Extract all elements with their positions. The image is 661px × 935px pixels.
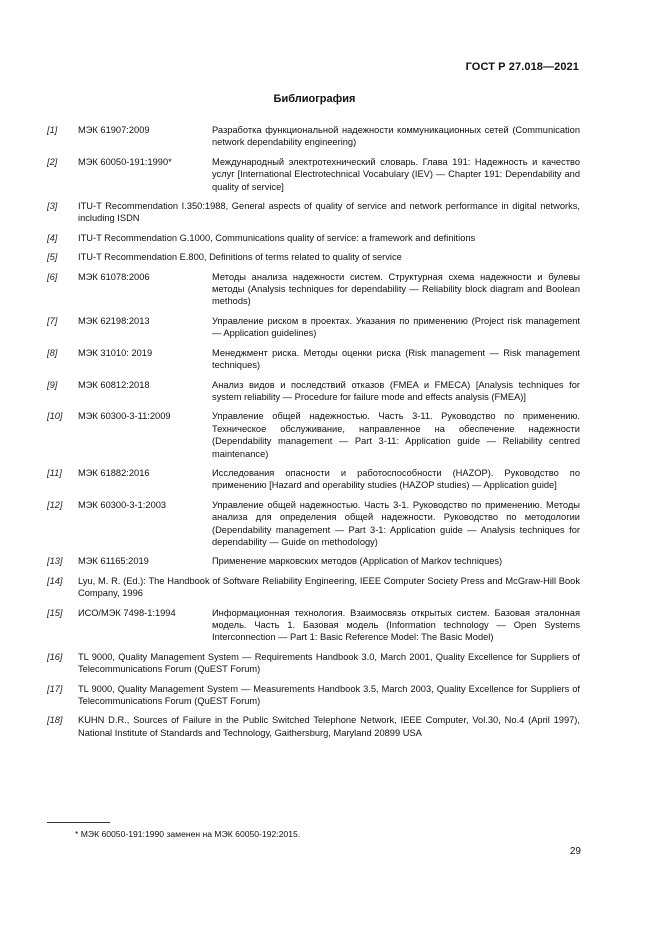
entry-number: [15] [47, 607, 63, 618]
entry-description: Исследования опасности и работоспособности (HAZOP). Руководство по применению [Hazard and operability studies (HAZOP studies) — Application guide] [212, 467, 580, 491]
bibliography-entry [47, 467, 580, 492]
bibliography-entry [47, 347, 580, 372]
entry-number: [12] [47, 499, 63, 510]
entry-standard-code: МЭК 31010: 2019 [78, 347, 153, 358]
document-code: ГОСТ Р 27.018—2021 [465, 61, 579, 73]
page-number: 29 [569, 846, 581, 857]
entry-description: Разработка функциональной надежности коммуникационных сетей (Communication network dependability engineering) [212, 125, 580, 148]
bibliography-entry [47, 315, 580, 340]
entry-description: Lyu, M. R. (Ed.): The Handbook of Software Reliability Engineering, IEEE Computer Society Press and McGraw-Hill Book Company, 1996 [78, 575, 580, 599]
entry-number: [4] [47, 232, 58, 243]
entry-number: [16] [47, 651, 63, 662]
entry-standard-code: МЭК 61165:2019 [78, 556, 149, 567]
entry-number: [9] [47, 379, 58, 390]
bibliography-entry [47, 200, 580, 225]
entry-description: Применение марковских методов (Application of Markov techniques) [212, 556, 503, 567]
entry-description: Информационная технология. Взаимосвязь открытых систем. Базовая эталонная модель. Часть 1. Базовая модель (Information technology — Open Systems Interconnection — Part 1: Basic Reference Model: The Basic Model) [212, 607, 580, 643]
bibliography-entry [47, 683, 580, 708]
bibliography-entry [47, 651, 580, 676]
entry-description: Управление общей надежностью. Часть 3-11. Руководство по применению. Техническое обслуживание, направленное на обеспечение надежности (Dependability management — Part 3-11: Application guide — Reliability centred maintenance) [212, 411, 580, 459]
entry-standard-code: МЭК 62198:2013 [78, 315, 150, 326]
entry-number: [8] [47, 347, 58, 358]
entry-description: Методы анализа надежности систем. Структурная схема надежности и булевы методы (Analysis techniques for dependability — Reliability block diagram and Boolean methods) [212, 271, 580, 307]
bibliography-entry [47, 499, 580, 549]
entry-standard-code: МЭК 60050-191:1990* [78, 156, 172, 167]
entry-description: Управление общей надежностью. Часть 3-1. Руководство по применению. Методы анализа для определения общей надежности. Руководство по методологии (Dependability management — Part 3-1: Application guide — Analysis techniques for dependability — Guide on methodology) [212, 499, 580, 547]
entry-standard-code: МЭК 60300-3-1:2003 [78, 499, 167, 510]
entry-number: [2] [47, 156, 58, 167]
entry-description: KUHN D.R., Sources of Failure in the Public Switched Telephone Network, IEEE Computer, Vol.30, No.4 (April 1997), National Institute of Standards and Technology, Gaithersburg, Maryland 20899 USA [78, 715, 580, 738]
bibliography-entry [47, 156, 580, 193]
entry-standard-code: МЭК 61882:2016 [78, 467, 150, 478]
entry-number: [1] [47, 125, 58, 135]
entry-description: Анализ видов и последствий отказов (FMEA и FMECA) [Analysis techniques for system reliability — Procedure for failure mode and effects analysis (FMEA)] [212, 379, 580, 402]
entry-number: [5] [47, 252, 58, 263]
entry-number: [3] [47, 201, 58, 212]
bibliography-entry [47, 410, 580, 460]
entry-description: ITU-T Recommendation I.350:1988, General aspects of quality of service and network performance in digital networks, including ISDN [78, 201, 580, 224]
entry-number: [10] [47, 411, 63, 422]
bibliography-entry [47, 379, 580, 404]
entry-description: TL 9000, Quality Management System — Measurements Handbook 3.5, March 2003, Quality Excellence for Suppliers of Telecommunications Forum (QuEST Forum) [78, 683, 580, 707]
bibliography-entry [47, 124, 580, 149]
bibliography-entry [47, 251, 580, 263]
bibliography-entry [47, 607, 580, 644]
entry-number: [6] [47, 271, 58, 282]
bibliography-list [47, 124, 580, 746]
entry-number: [11] [47, 467, 62, 478]
entry-description: ITU-T Recommendation G.1000, Communications quality of service: a framework and definitions [78, 232, 476, 243]
entry-description: Менеджмент риска. Методы оценки риска (Risk management — Risk management techniques) [212, 347, 580, 371]
entry-description: Управление риском в проектах. Указания по применению (Project risk management — Application guidelines) [212, 315, 580, 339]
entry-number: [13] [47, 556, 63, 567]
footnote: * МЭК 60050-191:1990 заменен на МЭК 60050-192:2015. [75, 829, 301, 839]
entry-standard-code: МЭК 60812:2018 [78, 379, 150, 390]
entry-standard-code: МЭК 60300-3-11:2009 [78, 411, 171, 422]
entry-standard-code: МЭК 61078:2006 [78, 271, 150, 282]
bibliography-entry [47, 714, 580, 739]
section-title: Библиография [273, 93, 356, 105]
entry-number: [7] [47, 315, 58, 326]
entry-description: Международный электротехнический словарь. Глава 191: Надежность и качество услуг [International Electrotechnical Vocabulary (IEV) — Chapter 191: Dependability and quality of service] [212, 156, 580, 192]
bibliography-entry [47, 232, 580, 244]
entry-description: ITU-T Recommendation E.800, Definitions of terms related to quality of service [78, 252, 402, 263]
entry-standard-code: ИСО/МЭК 7498-1:1994 [78, 607, 176, 618]
entry-number: [14] [47, 575, 63, 586]
footnote-divider [47, 822, 110, 823]
entry-standard-code: МЭК 61907:2009 [78, 125, 150, 135]
bibliography-entry [47, 271, 580, 308]
entry-number: [17] [47, 683, 63, 694]
entry-description: TL 9000, Quality Management System — Requirements Handbook 3.0, March 2001, Quality Excellence for Suppliers of Telecommunications Forum (QuEST Forum) [78, 651, 580, 675]
entry-number: [18] [47, 715, 63, 726]
bibliography-entry [47, 575, 580, 600]
bibliography-entry [47, 555, 580, 567]
